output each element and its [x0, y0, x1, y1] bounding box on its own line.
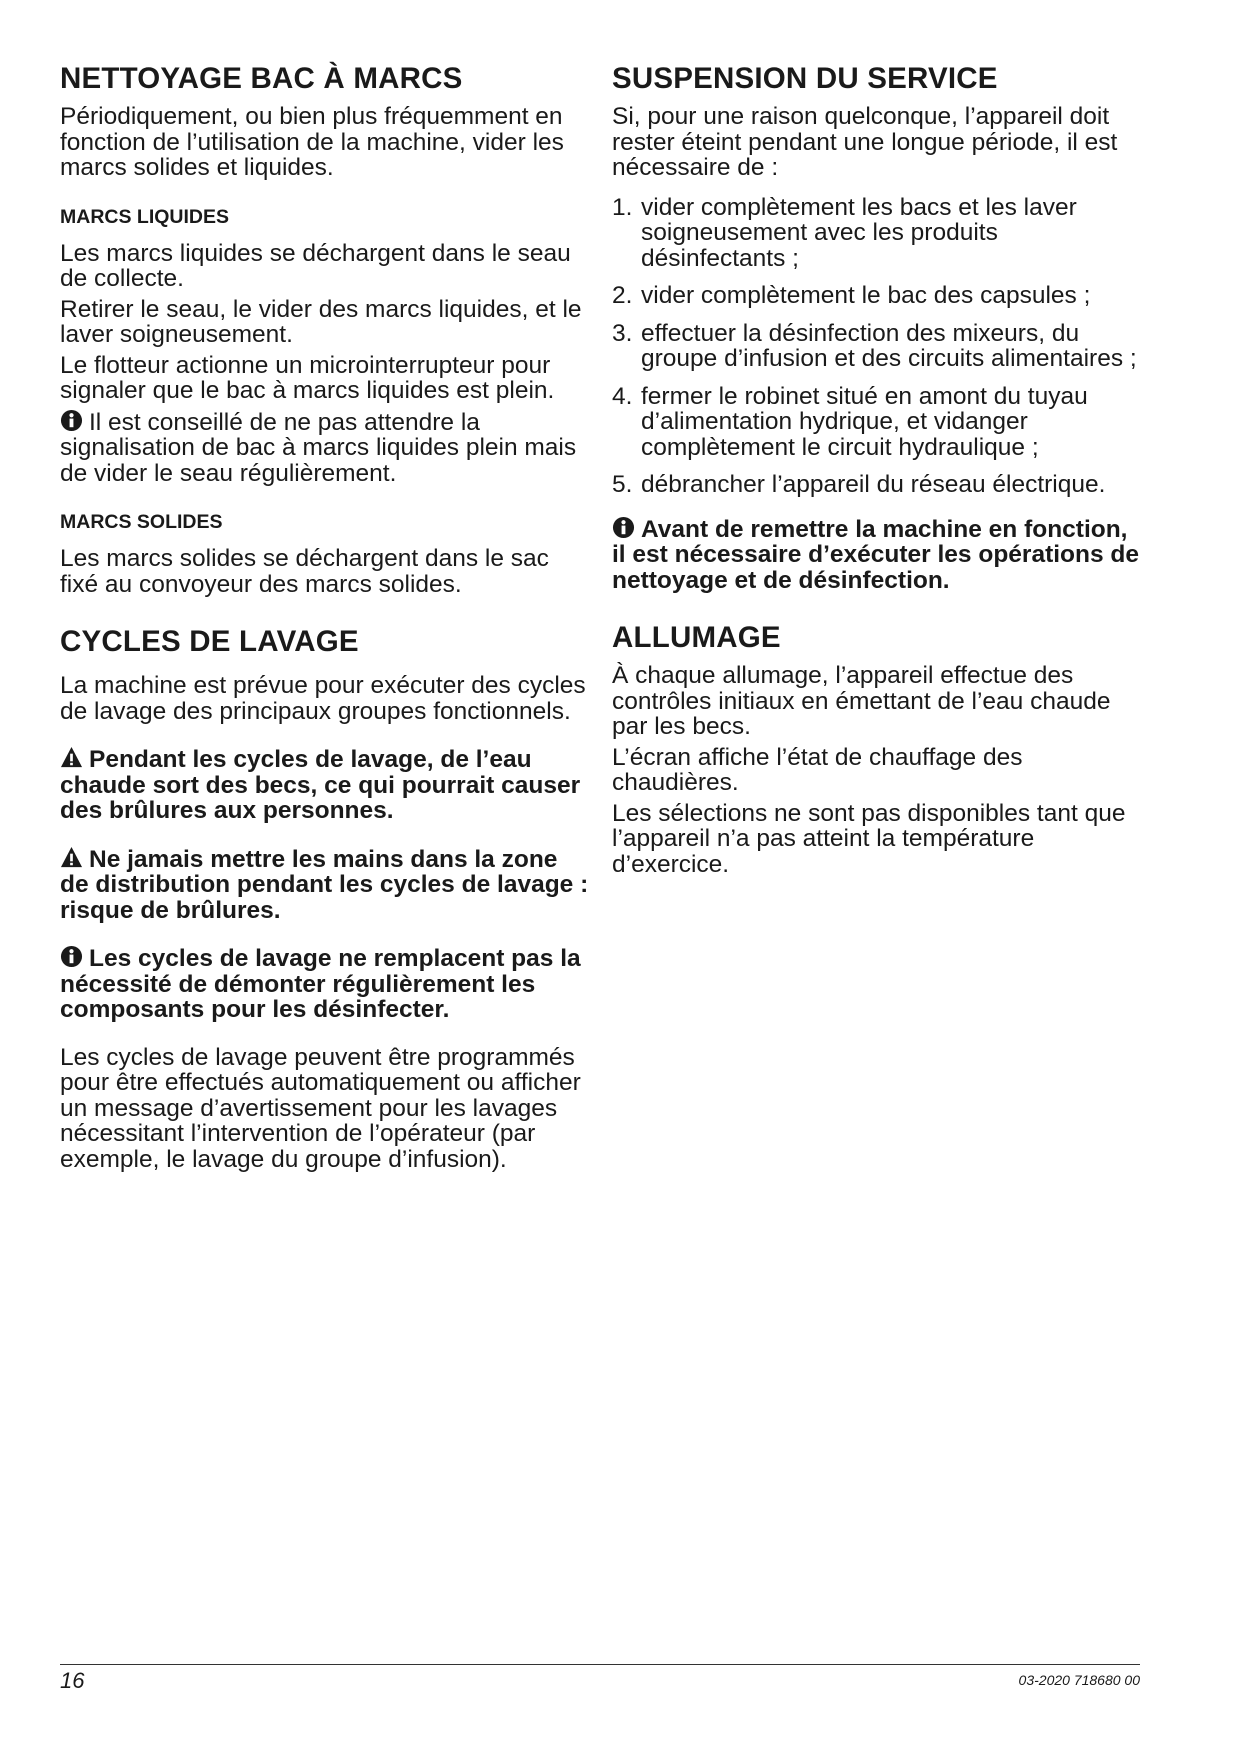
paragraph-cycles-outro: Les cycles de lavage peuvent être programmés pour être effectués automatiquement ou afficher un message d’avertissement pour les lavages nécessitant l’intervention de l’opérateur (par exemple, le lavage du groupe d’infusion). [60, 1043, 581, 1173]
list-item: 4. fermer le robinet situé en amont du tuyau d’alimentation hydrique, et vidanger complètement le circuit hydraulique ; [612, 382, 1088, 461]
list-item: 2. vider complètement le bac des capsules ; [612, 282, 1091, 309]
warning-icon [60, 746, 83, 769]
list-item: 5. débrancher l’appareil du réseau électrique. [612, 471, 1106, 498]
paragraph-suspension-intro: Si, pour une raison quelconque, l’appareil doit rester éteint pendant une longue période, il est nécessaire de : [612, 103, 1118, 181]
info-note-liquides [60, 409, 590, 487]
heading-cycles-lavage: CYCLES DE LAVAGE [60, 625, 359, 658]
paragraph-solides-1: Les marcs solides se déchargent dans le sac fixé au convoyeur des marcs solides. [60, 545, 549, 598]
info-text-suspension: Avant de remettre la machine en fonction, il est nécessaire d’exécuter les opérations de nettoyage et de désinfection. [612, 515, 1140, 594]
paragraph-liquides-2: Retirer le seau, le vider des marcs liquides, et le laver soigneusement. [60, 295, 582, 348]
paragraph-allumage-3: Les sélections ne sont pas disponibles tant que l’appareil n’a pas atteint la température d’exercice. [612, 799, 1126, 878]
footer-divider [60, 1664, 1140, 1665]
paragraph-nettoyage-intro: Périodiquement, ou bien plus fréquemment en fonction de l’utilisation de la machine, vider les marcs solides et liquides. [60, 103, 564, 181]
suspension-steps-list [612, 195, 1142, 498]
heading-nettoyage: NETTOYAGE BAC À MARCS [60, 62, 463, 95]
warning-text-2: Ne jamais mettre les mains dans la zone de distribution pendant les cycles de lavage : risque de brûlures. [60, 845, 589, 924]
info-note-suspension [612, 516, 1142, 594]
warning-text-1: Pendant les cycles de lavage, de l’eau chaude sort des becs, ce qui pourrait causer des brûlures aux personnes. [60, 746, 581, 824]
list-item: 1. vider complètement les bacs et les laver soigneusement avec les produits désinfectants ; [612, 193, 1077, 272]
subheading-marcs-solides: MARCS SOLIDES [60, 511, 223, 533]
paragraph-liquides-3: Le flotteur actionne un microinterrupteur pour signaler que le bac à marcs liquides est plein. [60, 351, 555, 404]
heading-allumage: ALLUMAGE [612, 621, 781, 654]
info-text-cycles: Les cycles de lavage ne remplacent pas la nécessité de démonter régulièrement les composants pour les désinfecter. [60, 945, 581, 1023]
right-column [612, 62, 1142, 882]
page-number: 16 [60, 1668, 85, 1693]
subheading-marcs-liquides: MARCS LIQUIDES [60, 205, 230, 228]
list-item: 3. effectuer la désinfection des mixeurs, du groupe d’infusion et des circuits alimentaires ; [612, 319, 1137, 372]
info-text-liquides: Il est conseillé de ne pas attendre la signalisation de bac à marcs liquides plein mais de vider le seau régulièrement. [60, 408, 577, 487]
warning-note-1 [60, 746, 590, 824]
paragraph-liquides-1: Les marcs liquides se déchargent dans le seau de collecte. [60, 239, 571, 292]
paragraph-cycles-intro: La machine est prévue pour exécuter des cycles de lavage des principaux groupes fonctionnels. [60, 672, 586, 725]
info-icon [60, 409, 83, 432]
heading-suspension: SUSPENSION DU SERVICE [612, 62, 998, 95]
warning-icon [60, 846, 83, 869]
info-icon [612, 516, 635, 539]
paragraph-allumage-2: L’écran affiche l’état de chauffage des chaudières. [612, 743, 1023, 796]
warning-note-2 [60, 846, 590, 924]
info-icon [60, 945, 83, 968]
left-column [60, 62, 590, 1177]
document-reference: 03-2020 718680 00 [1018, 1672, 1140, 1688]
paragraph-allumage-1: À chaque allumage, l’appareil effectue des contrôles initiaux en émettant de l’eau chaude par les becs. [612, 662, 1111, 740]
info-note-cycles [60, 945, 590, 1023]
